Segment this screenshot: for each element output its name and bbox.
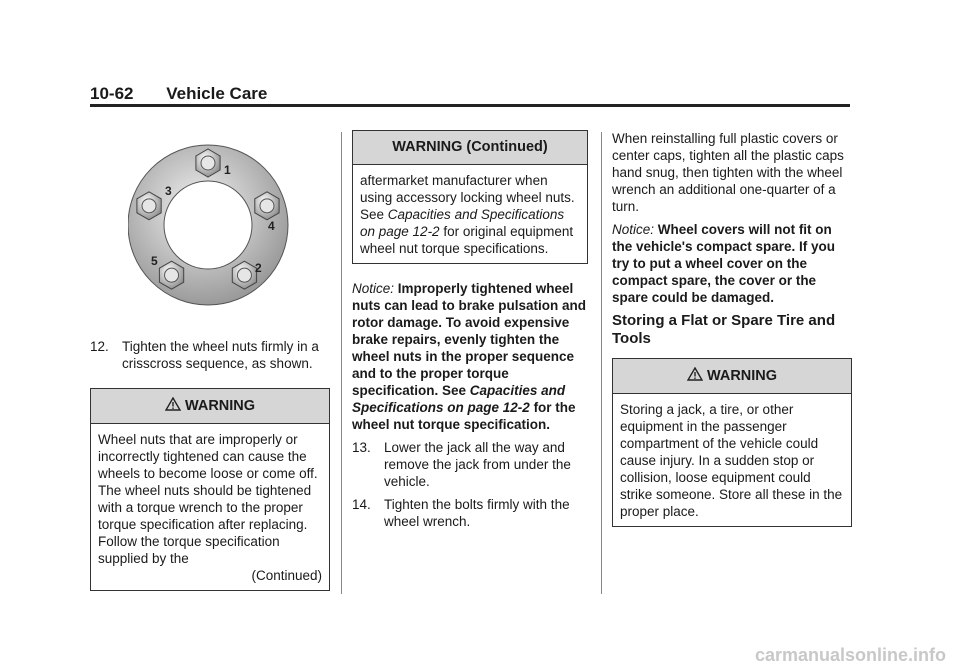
warning-continued-text [353,165,587,263]
warning-box-wheel-nuts [90,388,330,591]
warning-continued-header: WARNING (Continued) [353,131,587,165]
step-13 [352,439,588,490]
warning-box-continued [352,130,588,264]
warning-header [91,389,329,424]
step-12-text: Tighten the wheel nuts firmly in a crisscross sequence, as shown. [122,339,319,371]
header-rule [90,104,850,107]
figure-label-4: 4 [268,219,275,233]
step-14-text: Tighten the bolts firmly with the wheel wrench. [384,497,570,529]
figure-label-2: 2 [255,261,262,275]
page-number: 10-62 [90,84,134,103]
column-1 [90,140,330,591]
warning-continued-text-1: aftermarket manufacturer when using accessory locking wheel nuts. See [360,173,575,222]
notice-wheel-covers [612,221,852,306]
warning-triangle-icon [165,398,185,414]
notice-brake [352,280,588,433]
wheel-nut-diagram [128,140,298,310]
column-divider-1 [341,132,342,594]
notice-reference: Capacities and Specifications on page 12-2 [352,383,566,415]
column-2 [352,130,588,536]
column-divider-2 [601,132,602,594]
step-13-text: Lower the jack all the way and remove the jack from under the vehicle. [384,440,571,489]
page-header [90,84,267,104]
step-12-number: 12. [90,339,109,354]
warning-text: Wheel nuts that are improperly or incorrectly tightened can cause the wheels to become loose or come off. The wheel nuts should be tightened with a torque wrench to the proper torque specification after replacing. Follow the torque specification supplied by the [98,432,318,566]
warning-continued-reference: Capacities and Specifications on page 12-2 [360,207,565,239]
warning-triangle-icon [687,368,707,384]
figure-label-3: 3 [165,184,172,198]
step-14 [352,496,588,530]
warning-text-storing: Storing a jack, a tire, or other equipment in the passenger compartment of the vehicle could cause injury. In a sudden stop or collision, loose equipment could strike someone. Store all these in the proper place. [620,402,843,519]
step-13-number: 13. [352,440,371,455]
notice-label-2: Notice: [612,222,655,237]
warning-title: WARNING [184,398,256,414]
subheading-storing: Storing a Flat or Spare Tire and Tools [612,312,836,347]
notice-text-2: for the wheel nut torque specification. [352,400,576,432]
notice-label: Notice: [352,281,395,296]
warning-continued-text-2: for original equipment wheel nut torque specifications. [360,224,574,256]
warning-box-storing [612,358,852,527]
column-3 [612,130,852,527]
continued-label: (Continued) [251,568,322,583]
watermark: carmanualsonline.info [754,645,946,665]
notice-text-1: Improperly tightened wheel nuts can lead to brake pulsation and rotor damage. To avoid expensive brake repairs, evenly tighten the wheel nuts in the proper sequence and to the proper torque specification. See [352,281,587,398]
warning-header-storing [613,359,851,394]
reinstall-covers-paragraph: When reinstalling full plastic covers or center caps, tighten all the plastic caps hand snug, then tighten with the wheel wrench an additional one-quarter of a turn. [612,131,844,214]
wheel-hub-figure [128,140,298,310]
notice-wheel-covers-text: Wheel covers will not fit on the vehicle's compact spare. If you try to put a wheel cover on the compact spare, the cover or the spare could be damaged. [612,222,836,305]
warning-title-storing: WARNING [706,368,778,384]
section-title: Vehicle Care [166,84,268,103]
figure-label-1: 1 [224,163,231,177]
figure-label-5: 5 [151,254,158,268]
step-14-number: 14. [352,497,371,512]
step-12 [90,338,330,372]
